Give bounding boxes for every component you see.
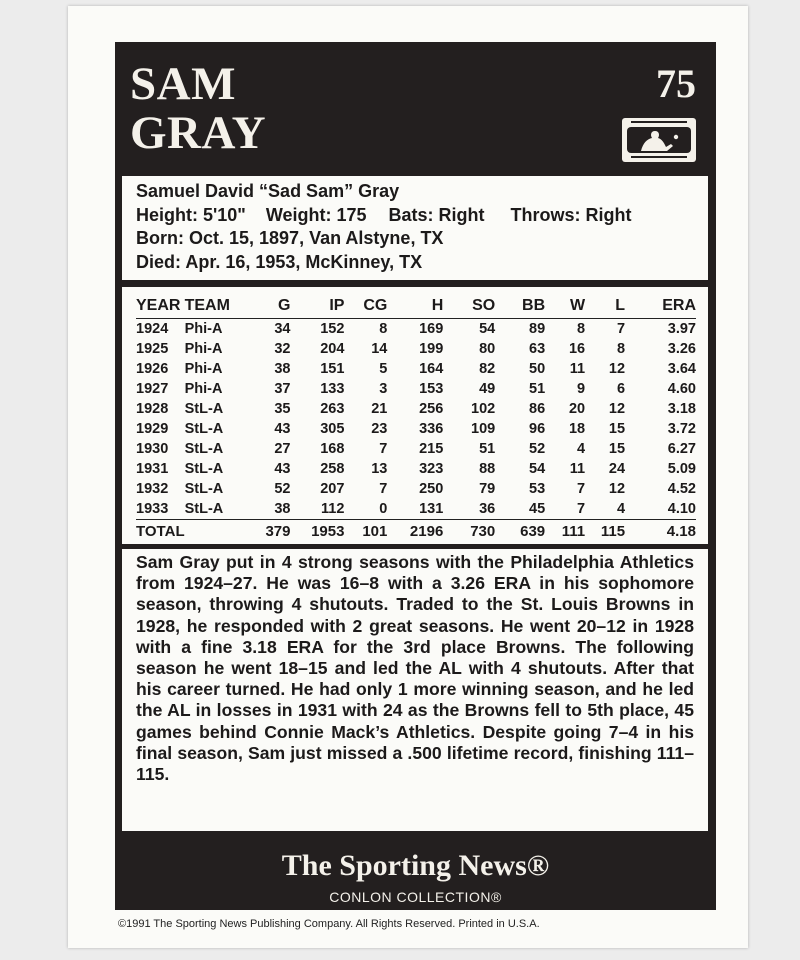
bio-height: Height: 5'10": [136, 204, 246, 225]
stats-cell: 43: [274, 461, 291, 477]
stats-cell: Phi-A: [184, 321, 223, 337]
stats-cell: 305: [320, 421, 345, 437]
career-description: Sam Gray put in 4 strong seasons with the Philadelphia Athletics from 1924–27. He was 16–8 with a 3.26 ERA in his sophomore season, throwing 4 shutouts. Traded to the St. Louis Browns in 1928, he responded with 2 great seasons. He went 20–12 in 1928 with a fine 3.18 ERA for the 3rd place Browns. The following season he went 18–15 and led the AL with 4 shutouts. After that his career turned. He had only 1 more winning season, and he led the AL in losses in 1931 with 24 as the Browns fell to 5th place, 45 games behind Connie Mack’s Athletics. Despite going 7–4 in his final season, Sam just missed a .500 lifetime record, finishing 111–115.: [122, 549, 708, 831]
stats-cell: 13: [371, 461, 388, 477]
stats-cell: 8: [379, 321, 388, 337]
copyright-notice: ©1991 The Sporting News Publishing Company. All Rights Reserved. Printed in U.S.A.: [118, 918, 540, 930]
stats-cell: 1927: [136, 381, 169, 397]
stats-cell: Phi-A: [184, 361, 223, 377]
stats-cell: 215: [419, 441, 444, 457]
stats-cell: 336: [419, 421, 444, 437]
stats-cell: StL-A: [184, 481, 224, 497]
stats-cell: 0: [379, 501, 388, 517]
column-header: TEAM: [185, 293, 245, 319]
column-header: W: [545, 293, 585, 319]
stats-cell: 16: [568, 341, 586, 357]
stats-cell: 164: [419, 361, 444, 377]
stats-cell: 54: [479, 321, 496, 337]
bio-box: [122, 176, 708, 280]
stats-cell: 63: [529, 341, 546, 357]
stats-cell: 8: [577, 321, 586, 337]
stats-cell: 52: [274, 481, 291, 497]
stats-cell: 1929: [136, 421, 169, 437]
stats-cell: 88: [479, 461, 496, 477]
stats-cell: 86: [529, 401, 546, 417]
stats-cell: 7: [379, 481, 388, 497]
column-header: IP: [291, 293, 345, 319]
stats-cell: 53: [529, 481, 546, 497]
stats-cell: StL-A: [184, 421, 224, 437]
stats-total-row: [136, 520, 696, 544]
stats-cell: 207: [320, 481, 345, 497]
stats-cell: 3.64: [667, 361, 696, 377]
stats-cell: 54: [529, 461, 546, 477]
stats-cell: 37: [274, 381, 291, 397]
stats-cell: 1953: [291, 520, 345, 544]
stats-cell: 263: [320, 401, 345, 417]
stats-cell: 1931: [136, 461, 169, 477]
stats-cell: 730: [443, 520, 495, 544]
stats-header-row: [136, 293, 696, 319]
stats-cell: 15: [608, 421, 626, 437]
stats-cell: 168: [320, 441, 345, 457]
stats-cell: 7: [577, 481, 586, 497]
stats-row: [136, 439, 696, 459]
column-header: G: [245, 293, 291, 319]
stats-cell: 112: [321, 501, 345, 517]
stats-cell: 9: [577, 381, 586, 397]
stats-cell: 4: [577, 441, 586, 457]
stats-cell: 14: [371, 341, 388, 357]
player-last-name: GRAY: [130, 107, 267, 159]
stats-row: [136, 459, 696, 479]
stats-row: [136, 319, 696, 340]
stats-cell: 5: [379, 361, 388, 377]
stats-cell: 6.27: [667, 441, 696, 457]
stats-cell: 3.72: [667, 421, 696, 437]
column-header: H: [387, 293, 443, 319]
stats-cell: 12: [608, 401, 626, 417]
stats-cell: 38: [274, 501, 291, 517]
stats-cell: 6: [616, 381, 626, 397]
stats-cell: 15: [608, 441, 626, 457]
stats-cell: 34: [274, 321, 291, 337]
column-header: CG: [344, 293, 387, 319]
stats-row: [136, 359, 696, 379]
stats-cell: 32: [274, 341, 291, 357]
stats-cell: 4.18: [625, 520, 696, 544]
bio-born: Born: Oct. 15, 1897, Van Alstyne, TX: [136, 228, 444, 248]
stats-row: [136, 419, 696, 439]
stats-cell: TOTAL: [136, 520, 185, 544]
stats-cell: 3.97: [667, 321, 696, 337]
stats-cell: 250: [419, 481, 444, 497]
stats-cell: 1930: [136, 441, 169, 457]
stats-cell: 49: [479, 381, 496, 397]
stats-cell: 2196: [387, 520, 443, 544]
stats-row: [136, 379, 696, 399]
stats-cell: 82: [479, 361, 496, 377]
sporting-news-logo: The Sporting News®: [281, 849, 550, 882]
stats-cell: 109: [471, 421, 496, 437]
stats-cell: 24: [608, 461, 626, 477]
stats-cell: 5.09: [667, 461, 696, 477]
stats-cell: 102: [471, 401, 496, 417]
column-header: SO: [443, 293, 495, 319]
stats-cell: 79: [479, 481, 496, 497]
stats-cell: 1924: [136, 321, 169, 337]
card-number: 75: [656, 61, 696, 106]
player-first-name: SAM: [130, 58, 236, 110]
stats-cell: 639: [495, 520, 545, 544]
stats-cell: 133: [320, 381, 345, 397]
stats-cell: 7: [577, 501, 586, 517]
stats-cell: 11: [569, 361, 586, 377]
column-header: ERA: [625, 293, 696, 319]
stats-cell: 52: [529, 441, 546, 457]
stats-box: [122, 287, 708, 544]
stats-cell: 21: [371, 401, 388, 417]
stats-cell: 18: [568, 421, 586, 437]
stats-cell: 12: [608, 361, 626, 377]
player-name: [130, 60, 266, 158]
stats-cell: StL-A: [184, 401, 224, 417]
stats-cell: 1932: [136, 481, 169, 497]
stats-cell: 204: [320, 341, 345, 357]
stats-cell: 1926: [136, 361, 169, 377]
stats-cell: Phi-A: [184, 381, 223, 397]
stats-cell: 115: [585, 520, 625, 544]
stats-cell: 27: [274, 441, 291, 457]
stats-cell: 96: [529, 421, 546, 437]
stats-cell: StL-A: [184, 441, 224, 457]
stats-cell: 35: [274, 401, 291, 417]
stats-cell: 89: [529, 321, 546, 337]
stats-row: [136, 499, 696, 520]
stats-cell: 256: [419, 401, 444, 417]
bio-throws: Throws: Right: [510, 204, 632, 225]
stats-cell: 12: [608, 481, 626, 497]
stats-cell: [185, 520, 245, 544]
stats-cell: 45: [529, 501, 546, 517]
stats-cell: 7: [379, 441, 388, 457]
stats-cell: 153: [419, 381, 444, 397]
stats-row: [136, 479, 696, 499]
stats-cell: 80: [479, 341, 496, 357]
stats-cell: 51: [529, 381, 546, 397]
stats-cell: 1928: [136, 401, 169, 417]
bio-weight: Weight: 175: [265, 204, 367, 225]
stats-cell: 101: [344, 520, 387, 544]
stats-cell: 8: [616, 341, 626, 357]
stats-cell: 23: [371, 421, 388, 437]
stats-cell: 152: [320, 321, 345, 337]
stats-cell: 11: [569, 461, 586, 477]
bio-died: Died: Apr. 16, 1953, McKinney, TX: [136, 251, 423, 272]
stats-cell: 111: [545, 520, 585, 544]
stats-row: [136, 339, 696, 359]
bio-full-name: Samuel David “Sad Sam” Gray: [136, 181, 400, 201]
mlb-logo-icon: [621, 117, 697, 163]
stats-cell: 323: [419, 461, 444, 477]
stats-cell: 3.18: [667, 401, 696, 417]
bio-measurements: [136, 204, 694, 228]
stats-cell: 3.26: [667, 341, 696, 357]
stats-cell: 4.52: [667, 481, 696, 497]
column-header: YEAR: [136, 293, 185, 319]
stats-cell: StL-A: [184, 501, 224, 517]
stats-cell: 50: [529, 361, 546, 377]
stats-row: [136, 399, 696, 419]
stats-cell: 199: [419, 341, 444, 357]
stats-cell: 151: [320, 361, 345, 377]
stats-cell: 7: [616, 321, 626, 337]
column-header: BB: [495, 293, 545, 319]
stats-cell: 379: [245, 520, 291, 544]
stats-cell: 4.10: [667, 501, 696, 517]
stats-cell: 20: [568, 401, 586, 417]
stats-cell: 4: [616, 501, 626, 517]
stats-cell: StL-A: [184, 461, 224, 477]
stats-cell: 3: [379, 381, 388, 397]
stats-cell: 258: [320, 461, 345, 477]
stats-cell: Phi-A: [184, 341, 223, 357]
stats-cell: 169: [419, 321, 444, 337]
conlon-collection-label: CONLON COLLECTION®: [329, 889, 502, 905]
stats-cell: 38: [274, 361, 291, 377]
stats-cell: 4.60: [667, 381, 696, 397]
column-header: L: [585, 293, 625, 319]
stats-cell: 1925: [136, 341, 169, 357]
stats-cell: 43: [274, 421, 291, 437]
stats-cell: 1933: [136, 501, 169, 517]
bio-bats: Bats: Right: [388, 204, 485, 225]
stats-cell: 36: [479, 501, 496, 517]
stats-cell: 131: [419, 501, 444, 517]
pitching-stats-table: [136, 293, 696, 543]
stats-cell: 51: [479, 441, 496, 457]
